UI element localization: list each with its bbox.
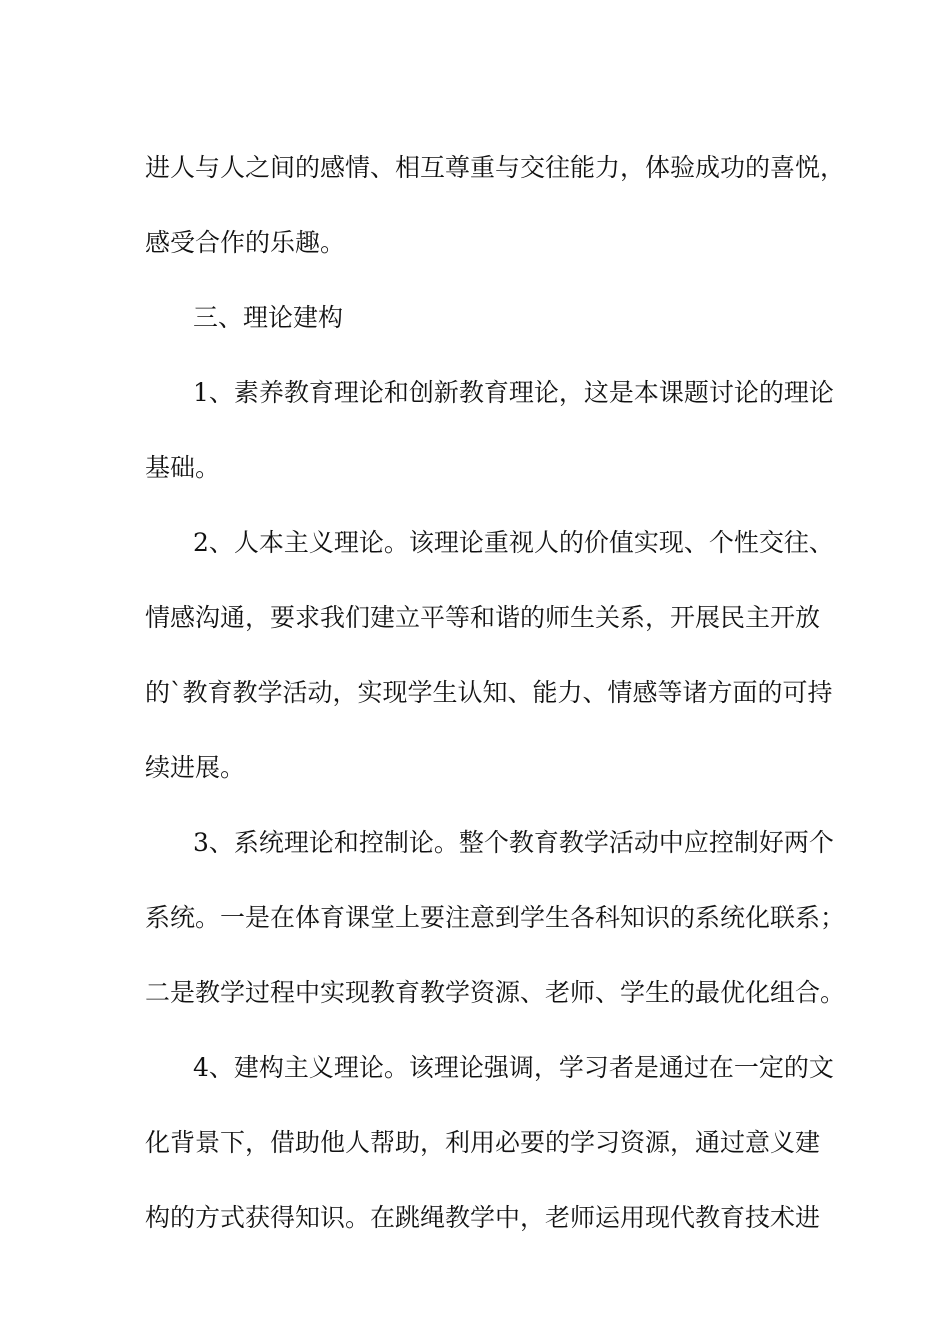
text-line: 的`教育教学活动，实现学生认知、能力、情感等诸方面的可持: [145, 678, 833, 707]
text-line: 情感沟通，要求我们建立平等和谐的师生关系，开展民主开放: [145, 603, 821, 632]
text-line: 感受合作的乐趣。: [145, 228, 346, 257]
text-line: 2、人本主义理论。该理论重视人的价值实现、个性交往、: [193, 528, 834, 557]
body-text: [145, 130, 846, 1255]
text-line: 基础。: [145, 453, 221, 482]
text-line: 1、素养教育理论和创新教育理论，这是本课题讨论的理论: [193, 378, 834, 407]
text-line: 化背景下，借助他人帮助，利用必要的学习资源，通过意义建: [145, 1128, 821, 1157]
text-line: 系统。一是在体育课堂上要注意到学生各科知识的系统化联系；: [145, 903, 846, 932]
text-line: 4、建构主义理论。该理论强调，学习者是通过在一定的文: [193, 1053, 834, 1082]
text-line: 进人与人之间的感情、相互尊重与交往能力，体验成功的喜悦，: [145, 153, 846, 182]
section-heading: 三、理论建构: [193, 303, 344, 332]
text-line: 3、系统理论和控制论。整个教育教学活动中应控制好两个: [193, 828, 834, 857]
text-line: 续进展。: [145, 753, 246, 782]
text-line: 二是教学过程中实现教育教学资源、老师、学生的最优化组合。: [145, 978, 846, 1007]
text-line: 构的方式获得知识。在跳绳教学中，老师运用现代教育技术进: [145, 1203, 821, 1232]
